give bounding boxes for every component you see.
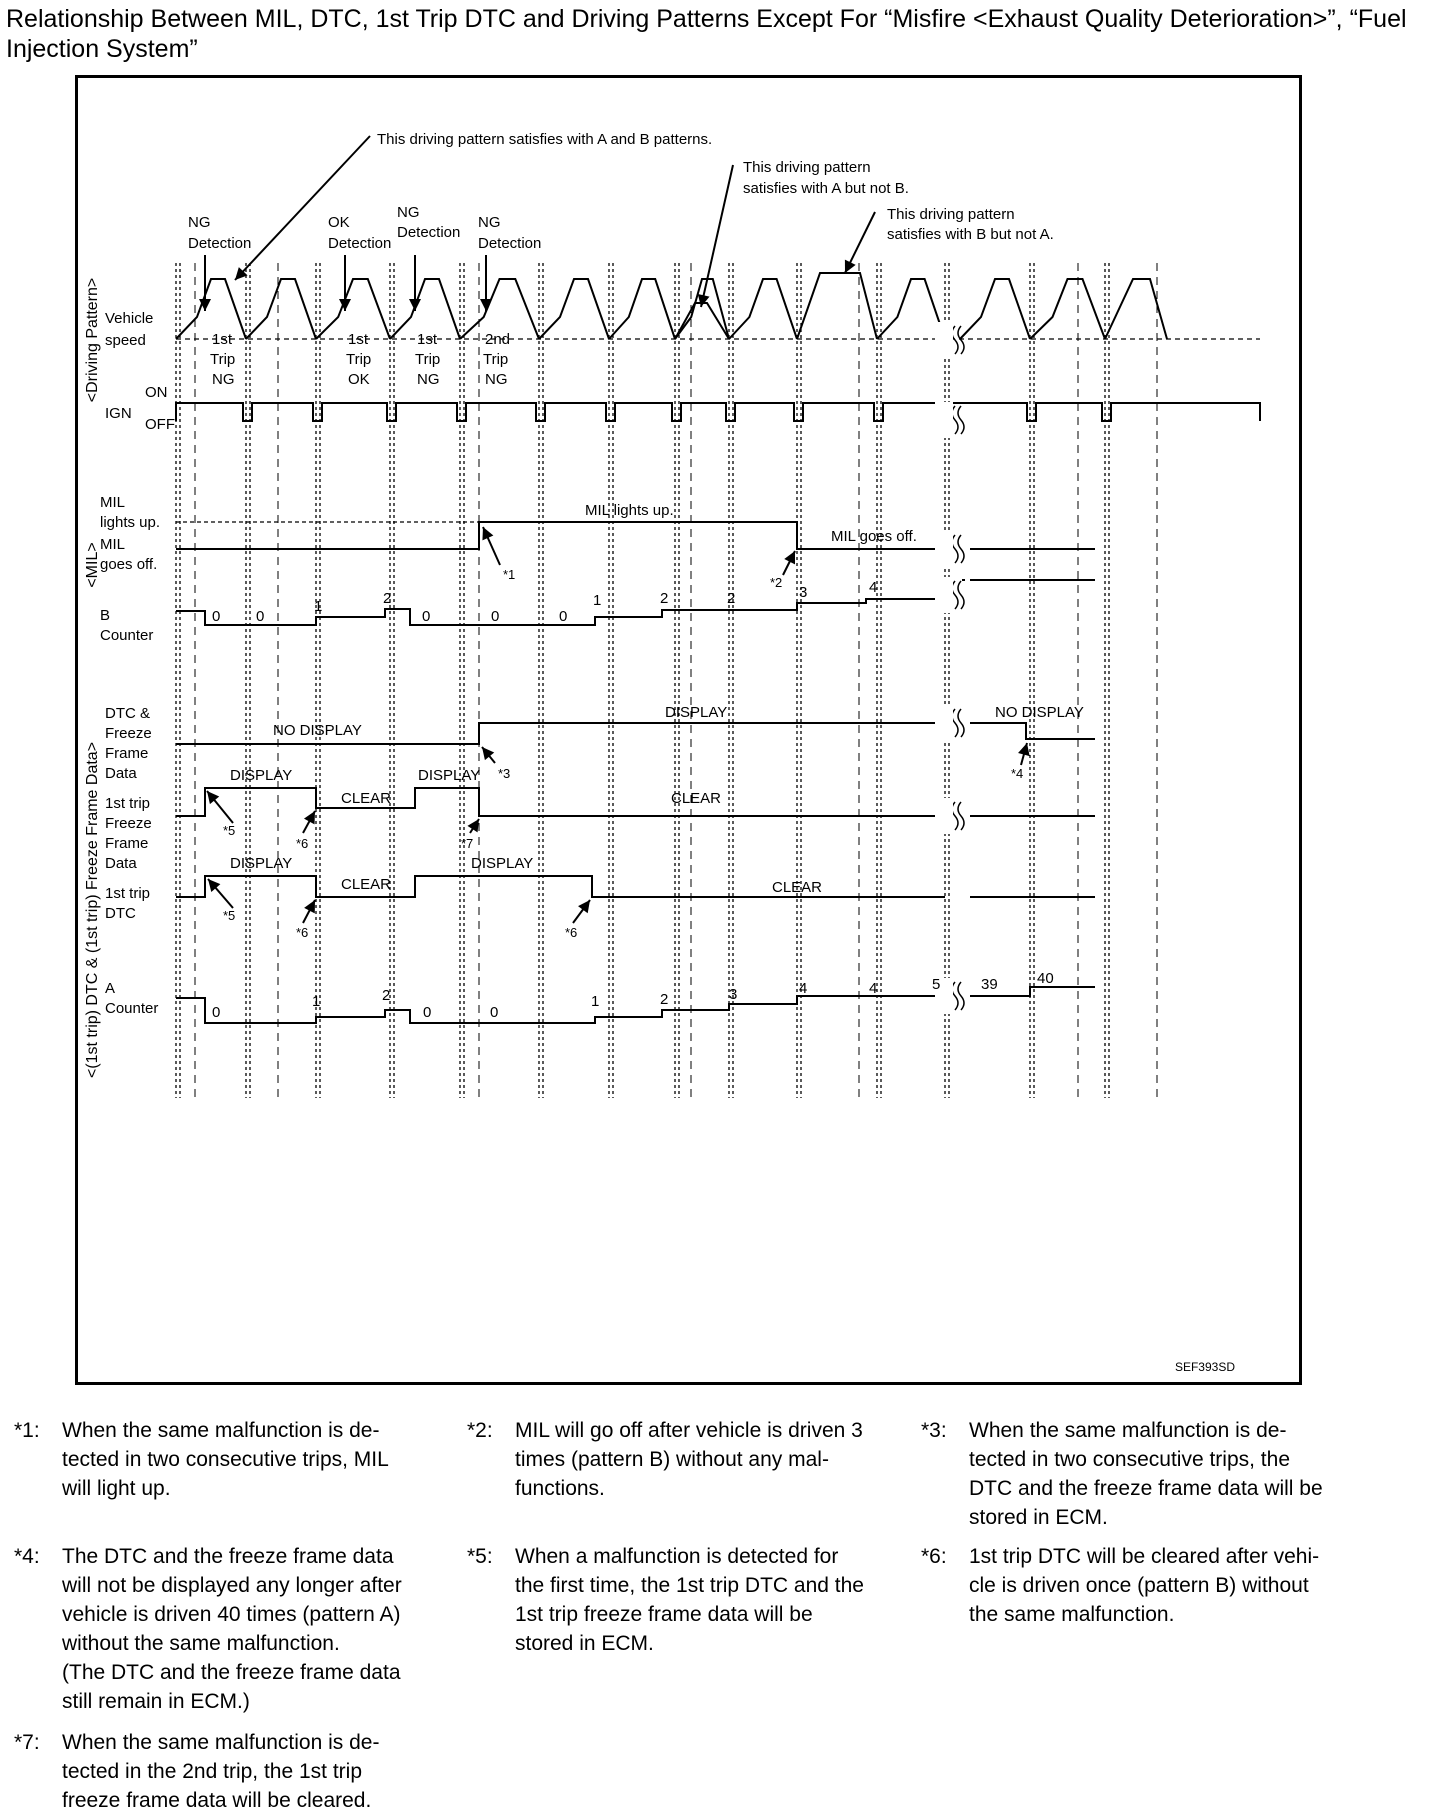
detection-2-label: Detection <box>397 224 461 241</box>
break-1-b <box>958 406 964 434</box>
callout-a-not-b-arrow <box>701 165 733 307</box>
ign-signal <box>176 403 1260 421</box>
speed-hump-3 <box>316 279 390 339</box>
callout-a-not-b-2: satisfies with A but not B. <box>743 180 909 197</box>
speed-hump-6 <box>539 279 609 339</box>
trip-2-result: NG <box>417 371 440 388</box>
a-counter-value-7: 3 <box>729 986 738 1003</box>
label-ign: IGN <box>105 405 132 422</box>
detection-3-status: NG <box>478 214 501 231</box>
label-ff-4: Data <box>105 855 137 872</box>
a-counter-value-0: 0 <box>212 1004 221 1021</box>
speed-hump-9 <box>729 279 797 339</box>
b-counter-value-2: 1 <box>314 598 323 615</box>
speed-hump-8 <box>675 279 729 339</box>
break-3-b <box>958 581 964 609</box>
marker-3: *4 <box>1011 766 1024 781</box>
label-mil-off-2: goes off. <box>100 556 158 573</box>
mil-signal <box>176 522 945 549</box>
b-counter-value-4: 0 <box>422 608 431 625</box>
callout-b-not-a-2: satisfies with B but not A. <box>887 226 1054 243</box>
marker-6-arrow-head <box>467 819 479 832</box>
label-mil-off-1: MIL <box>100 536 126 553</box>
a-counter-value-1: 1 <box>312 993 321 1010</box>
ff-signal <box>176 788 945 816</box>
callout-ab: This driving pattern satisfies with A and B patterns. <box>377 131 713 148</box>
b-counter-value-5: 0 <box>491 608 500 625</box>
waveforms <box>176 136 1260 1023</box>
marker-4: *5 <box>223 823 236 838</box>
b-counter-value-7: 1 <box>593 592 602 609</box>
b-counter-value-3: 2 <box>383 590 392 607</box>
trip-2-ordinal: 1st <box>417 331 438 348</box>
label-dtc-1: DTC & <box>105 705 150 722</box>
marker-3-arrow-head <box>1018 743 1030 756</box>
label-dtc-3: Frame <box>105 745 149 762</box>
speed-hump-11 <box>877 279 945 339</box>
b-counter-value-0: 0 <box>212 608 221 625</box>
a-counter-value-5: 1 <box>591 993 600 1010</box>
detection-1-label: Detection <box>328 235 392 252</box>
state-dtc-no-display-end: NO DISPLAY <box>995 704 1084 721</box>
speed-hump-4 <box>390 279 460 339</box>
trip-3-ordinal: 2nd <box>485 331 511 348</box>
break-gap-4 <box>935 705 953 741</box>
label-ff-1: 1st trip <box>105 795 151 812</box>
b-counter-value-9: 2 <box>727 590 736 607</box>
state-ff-clear-1: CLEAR <box>341 790 392 807</box>
marker-2-arrow-head <box>482 747 494 760</box>
speed-hump-12 <box>960 279 1030 339</box>
diagram-labels <box>84 131 1235 1374</box>
a-counter-value-12: 40 <box>1037 970 1054 987</box>
dtc-signal-tail <box>970 723 1095 739</box>
trip-3-label: Trip <box>483 351 509 368</box>
a-counter-value-8: 4 <box>799 980 808 997</box>
trip-0-label: Trip <box>210 351 236 368</box>
callout-ab-arrow <box>235 136 370 280</box>
b-counter-value-6: 0 <box>559 608 568 625</box>
trip-3-result: NG <box>485 371 508 388</box>
marker-9: *6 <box>565 925 578 940</box>
marker-5: *6 <box>296 836 309 851</box>
speed-hump-5 <box>460 279 539 339</box>
break-2-b <box>958 535 964 563</box>
marker-8: *6 <box>296 925 309 940</box>
marker-9-arrow-head <box>578 900 590 913</box>
td-signal <box>176 876 945 897</box>
a-counter-value-9: 4 <box>869 980 878 997</box>
state-td-display-2: DISPLAY <box>471 855 534 872</box>
state-td-clear-2: CLEAR <box>772 879 823 896</box>
break-4-b <box>958 709 964 737</box>
speed-hump-14 <box>1105 279 1167 339</box>
detection-0-status: NG <box>188 214 211 231</box>
b-counter-value-8: 2 <box>660 590 669 607</box>
detection-3-label: Detection <box>478 235 542 252</box>
break-gap-1 <box>935 402 953 438</box>
state-td-display-1: DISPLAY <box>230 855 293 872</box>
label-ign-off: OFF <box>145 416 175 433</box>
a-counter-value-4: 0 <box>490 1004 499 1021</box>
section-label-dtc: <(1st trip) DTC & (1st trip) Freeze Frame Data> <box>84 741 101 1079</box>
label-a-counter-1: A <box>105 980 116 997</box>
a-counter-value-6: 2 <box>660 991 669 1008</box>
trip-0-ordinal: 1st <box>212 331 233 348</box>
state-mil-lights-up: MIL lights up. <box>585 502 674 519</box>
diagram-frame <box>77 77 1301 1384</box>
break-5-b <box>958 802 964 830</box>
figure-code: SEF393SD <box>1174 1360 1235 1374</box>
marker-6: *7 <box>461 836 474 851</box>
break-gap-2 <box>935 531 953 567</box>
state-mil-goes-off: MIL goes off. <box>831 528 917 545</box>
marker-2: *3 <box>498 766 511 781</box>
detection-2-status: NG <box>397 204 420 221</box>
state-ff-clear-2: CLEAR <box>671 790 722 807</box>
detection-1-status: OK <box>328 214 350 231</box>
timing-diagram <box>75 75 1302 1385</box>
label-dtc-2: Freeze <box>105 725 152 742</box>
b-counter-value-11: 4 <box>869 579 878 596</box>
trip-0-result: NG <box>212 371 235 388</box>
a-counter-value-10: 5 <box>932 976 941 993</box>
marker-4-arrow-head <box>207 791 219 804</box>
section-label-driving-pattern: <Driving Pattern> <box>84 277 101 403</box>
label-b-counter-2: Counter <box>100 627 154 644</box>
break-0-b <box>958 326 964 354</box>
speed-hump-1 <box>176 279 246 339</box>
break-gap-3 <box>935 577 953 613</box>
trip-2-label: Trip <box>415 351 441 368</box>
state-dtc-no-display: NO DISPLAY <box>273 722 362 739</box>
callout-b-not-a-1: This driving pattern <box>887 206 1015 223</box>
label-a-counter-2: Counter <box>105 1000 159 1017</box>
detection-0-label: Detection <box>188 235 252 252</box>
label-b-counter-1: B <box>100 607 111 624</box>
label-vehicle: Vehicle <box>105 310 154 327</box>
break-6-b <box>958 982 964 1010</box>
detection-2-arrow-head <box>409 299 421 311</box>
break-gap-5 <box>935 798 953 834</box>
label-mil-1: MIL <box>100 494 126 511</box>
b-counter-value-10: 3 <box>799 584 808 601</box>
speed-hump-7 <box>609 279 675 339</box>
callout-a-not-b-1: This driving pattern <box>743 159 871 176</box>
state-dtc-display: DISPLAY <box>665 704 728 721</box>
label-ff-2: Freeze <box>105 815 152 832</box>
marker-7: *5 <box>223 908 236 923</box>
label-mil-2: lights up. <box>100 514 161 531</box>
state-td-clear-1: CLEAR <box>341 876 392 893</box>
detection-3-arrow-head <box>480 299 492 311</box>
label-td-1: 1st trip <box>105 885 151 902</box>
break-gap-0 <box>935 322 953 358</box>
a-counter-value-3: 0 <box>423 1004 432 1021</box>
speed-hump-10 <box>797 273 877 339</box>
label-ign-on: ON <box>145 384 168 401</box>
trip-1-result: OK <box>348 371 370 388</box>
label-speed: speed <box>105 332 146 349</box>
section-label-mil: <MIL> <box>84 542 101 588</box>
state-ff-display-2: DISPLAY <box>418 767 481 784</box>
a-counter-value-2: 2 <box>382 987 391 1004</box>
a-counter-value-11: 39 <box>981 976 998 993</box>
trip-boundary-lines <box>176 263 1260 1098</box>
label-td-2: DTC <box>105 905 136 922</box>
speed-hump-13 <box>1030 279 1105 339</box>
speed-hump-2 <box>246 279 316 339</box>
marker-1: *2 <box>770 575 783 590</box>
marker-0: *1 <box>503 567 516 582</box>
label-dtc-4: Data <box>105 765 137 782</box>
b-counter-value-1: 0 <box>256 608 265 625</box>
trip-1-ordinal: 1st <box>348 331 369 348</box>
page-title: Relationship Between MIL, DTC, 1st Trip DTC and Driving Patterns Except For “Misfire <Exhaust Quality Deterioration>”, “Fuel Injection System” <box>6 5 1407 63</box>
trip-1-label: Trip <box>346 351 372 368</box>
a-counter-signal <box>176 996 945 1023</box>
label-ff-3: Frame <box>105 835 149 852</box>
state-ff-display-1: DISPLAY <box>230 767 293 784</box>
